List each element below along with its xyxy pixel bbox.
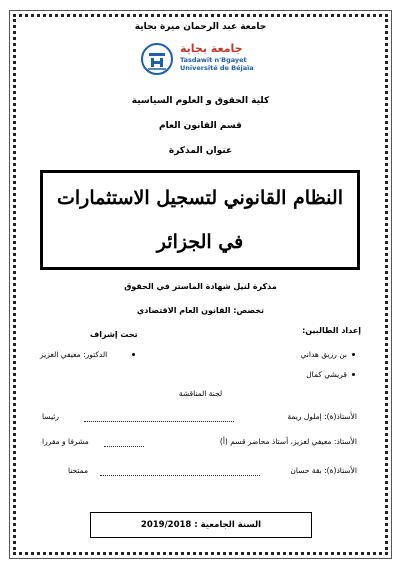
student-bullet-icon (352, 373, 355, 376)
students-heading: إعداد الطالبين: (302, 326, 361, 335)
logo-latin-line1: Tasdawit n'Bgayet (180, 56, 247, 64)
dotted-leader (104, 446, 144, 447)
supervisor-name: الدكتور: معيفي العزيز (40, 350, 108, 359)
committee-member-2: الأستاذ: معيفي لعزيز، أستاذ محاضر قسم (أ) (219, 437, 357, 446)
dotted-leader (84, 421, 234, 422)
specialization-line: تخصص: القانون العام الاقتصادي (136, 306, 265, 315)
university-logo (140, 42, 260, 78)
student-name-2: قريشي كمال (306, 370, 347, 379)
supervisor-bullet-icon (132, 353, 135, 356)
committee-role-1: رئيسا (42, 412, 59, 421)
faculty-name: كلية الحقوق و العلوم السياسية (131, 96, 270, 106)
committee-member-1: الأستاذ(ة): إملول ريمة (287, 412, 357, 421)
logo-latin-line2: Université de Béjaïa (180, 64, 254, 72)
university-emblem-icon (140, 42, 174, 76)
thesis-title-line1: النظام القانوني لتسجيل الاستثمارات (57, 187, 343, 209)
committee-role-2: مشرفا و مقررا (42, 437, 89, 446)
memo-title-label: عنوان المذكرة (168, 146, 233, 156)
supervisor-heading: تحت إشراف (90, 330, 138, 339)
committee-role-3: ممتحنا (68, 466, 89, 475)
academic-year: السنة الجامعية : 2019/2018 (140, 520, 262, 530)
academic-year-box (90, 512, 312, 538)
logo-arabic-text: جامعة بجاية (180, 42, 243, 55)
department-name: قسم القانون العام (159, 121, 242, 131)
university-name: جامعة عبد الرحمان ميرة بجاية (134, 22, 267, 32)
degree-line: مذكرة لنيل شهادة الماستر في الحقوق (124, 282, 277, 291)
committee-member-3: الأستاذ(ة): بقة حسان (290, 466, 357, 475)
committee-heading: لجنة المناقشة (178, 389, 223, 398)
student-name-1: بن رزيق هداني (300, 350, 347, 359)
dotted-leader (100, 475, 260, 476)
thesis-title-box (40, 170, 360, 270)
thesis-title-line2: في الجزائر (156, 231, 244, 253)
student-bullet-icon (352, 353, 355, 356)
